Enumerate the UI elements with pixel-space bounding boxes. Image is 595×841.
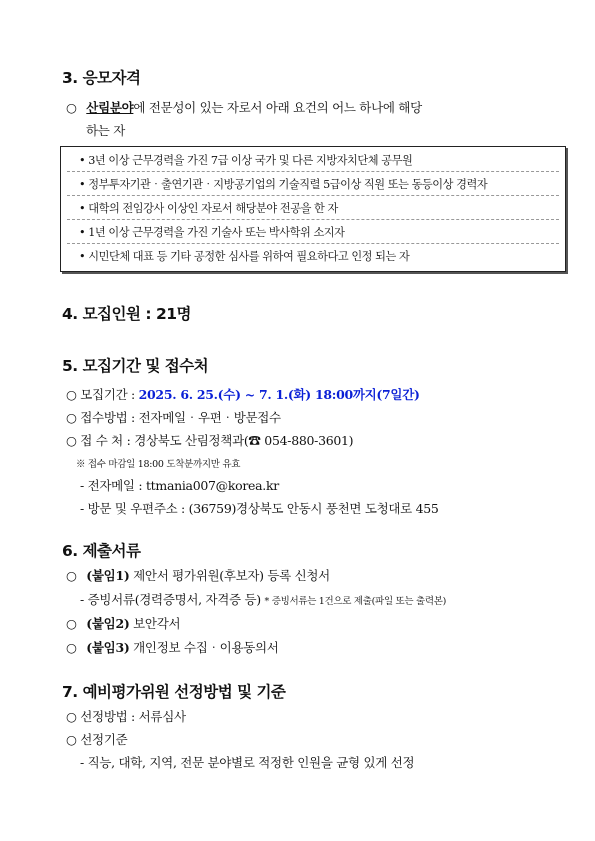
eligibility-item: • 1년 이상 근무경력을 가진 기술사 또는 박사학위 소지자 xyxy=(79,226,345,239)
bullet-circle: ○ xyxy=(66,616,77,631)
att2-bold: (붙임2) xyxy=(86,616,130,631)
period-value: 2025. 6. 25.(수) ~ 7. 1.(화) 18:00까지(7일간) xyxy=(138,387,420,402)
s6-att1 xyxy=(66,566,330,584)
proof-note: * 증빙서류는 1건으로 제출(파일 또는 출력본) xyxy=(264,596,447,607)
s3-lead-rest: 에 전문성이 있는 자로서 아래 요건의 어느 하나에 해당 xyxy=(133,100,422,115)
s7-criteria-detail: - 직능, 대학, 지역, 전문 분야별로 적정한 인원을 균형 있게 선정 xyxy=(80,755,415,770)
section-6-heading: 6. 제출서류 xyxy=(62,542,141,560)
section-7-heading: 7. 예비평가위원 선정방법 및 기준 xyxy=(62,683,286,701)
att3-bold: (붙임3) xyxy=(86,640,130,655)
s7-method: ○ 선정방법 : 서류심사 xyxy=(66,709,186,724)
divider xyxy=(67,219,559,220)
period-label: ○ 모집기간 : xyxy=(66,387,139,402)
s5-period xyxy=(66,385,420,403)
att1-bold: (붙임1) xyxy=(86,568,130,583)
section-4-heading: 4. 모집인원 : 21명 xyxy=(62,305,191,323)
divider xyxy=(67,171,559,172)
eligibility-item: • 3년 이상 근무경력을 가진 7급 이상 국가 및 다른 지방자치단체 공무원 xyxy=(79,154,413,167)
s3-lead-bold: 산림분야 xyxy=(86,100,134,115)
s6-proof xyxy=(80,590,446,608)
eligibility-item: • 시민단체 대표 등 기타 공정한 심사를 위하여 필요하다고 인정 되는 자 xyxy=(79,250,410,263)
s6-att3 xyxy=(66,638,279,656)
eligibility-item: • 정부투자기관‧출연기관‧지방공기업의 기술직렬 5급이상 직원 또는 동등이상 경력자 xyxy=(79,178,488,191)
s6-att2 xyxy=(66,614,180,632)
s5-method: ○ 접수방법 : 전자메일‧우편‧방문접수 xyxy=(66,410,281,425)
eligibility-box xyxy=(60,146,566,272)
section-3-heading: 3. 응모자격 xyxy=(62,69,141,87)
bullet-circle: ○ xyxy=(66,100,77,115)
proof-main: - 증빙서류(경력증명서, 자격증 등) xyxy=(80,592,265,607)
s5-email: - 전자메일 : ttmania007@korea.kr xyxy=(80,478,279,493)
s5-office: ○ 접 수 처 : 경상북도 산림정책과(☎ 054-880-3601) xyxy=(66,433,354,448)
att1-rest: 제안서 평가위원(후보자) 등록 신청서 xyxy=(129,568,330,583)
bullet-circle: ○ xyxy=(66,640,77,655)
att3-rest: 개인정보 수집‧이용동의서 xyxy=(129,640,279,655)
section-5-heading: 5. 모집기간 및 접수처 xyxy=(62,357,209,375)
s5-address: - 방문 및 우편주소 : (36759)경상북도 안동시 풍천면 도청대로 455 xyxy=(80,501,439,516)
s3-lead-cont: 하는 자 xyxy=(86,123,125,138)
divider xyxy=(67,195,559,196)
s3-lead xyxy=(66,98,422,116)
eligibility-item: • 대학의 전임강사 이상인 자로서 해당분야 전공을 한 자 xyxy=(79,202,338,215)
divider xyxy=(67,243,559,244)
bullet-circle: ○ xyxy=(66,568,77,583)
att2-rest: 보안각서 xyxy=(129,616,181,631)
s5-note: ※ 접수 마감일 18:00 도착분까지만 유효 xyxy=(76,459,241,470)
s7-criteria: ○ 선정기준 xyxy=(66,732,128,747)
